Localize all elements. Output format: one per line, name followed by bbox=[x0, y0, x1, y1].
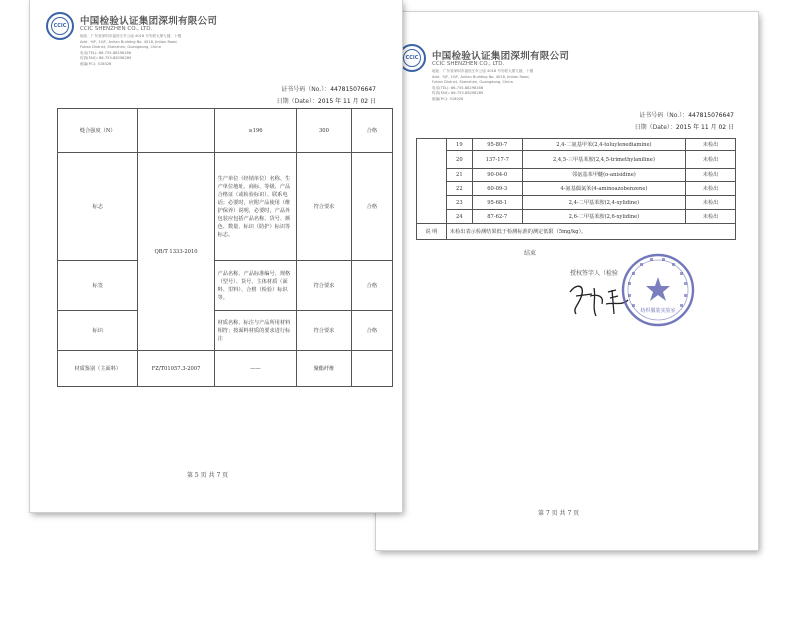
substance-cell: 4-氨基偶氮苯(4-aminoazobenzene) bbox=[522, 182, 686, 196]
result-cell: 符合要求 bbox=[297, 311, 351, 351]
result-cell: 未检出 bbox=[686, 182, 736, 196]
certificate-number-value: 447815076647 bbox=[330, 86, 376, 93]
ccic-logo-text: CCIC bbox=[403, 49, 421, 67]
company-name-cn: 中国检验认证集团深圳有限公司 bbox=[80, 16, 218, 27]
ccic-logo-text: CCIC bbox=[51, 17, 69, 35]
certificate-date-label: 日期（Date）： bbox=[276, 98, 318, 105]
method-cell: QB/T 1333-2010 bbox=[138, 153, 214, 351]
result-cell: 符合要求 bbox=[297, 153, 351, 261]
table-row bbox=[58, 261, 393, 311]
ccic-logo-icon bbox=[398, 44, 426, 72]
result-table-page7 bbox=[416, 138, 736, 240]
certificate-number-label: 证书号码（No.）： bbox=[639, 112, 689, 119]
cas-cell: 137-17-7 bbox=[472, 151, 522, 169]
cas-cell: 90-04-0 bbox=[472, 169, 522, 182]
requirement-cell: ≥196 bbox=[214, 109, 297, 153]
address-line: 邮编(P.C): 518026 bbox=[80, 61, 112, 66]
table-row bbox=[417, 210, 736, 224]
verdict-cell: 合格 bbox=[351, 261, 392, 311]
table-row bbox=[417, 139, 736, 151]
method-cell bbox=[138, 109, 214, 153]
address-line: 地址：广东省深圳市福田区车公庙 4018 号安联大厦九楼、十楼 bbox=[432, 69, 534, 73]
no-cell: 23 bbox=[446, 196, 472, 210]
table-row bbox=[58, 351, 393, 387]
official-seal bbox=[620, 252, 696, 328]
note-label-cell: 说 明 bbox=[417, 224, 447, 240]
seal-stamp-icon bbox=[620, 252, 696, 328]
result-cell: 300 bbox=[297, 109, 351, 153]
table-row bbox=[58, 311, 393, 351]
requirement-cell: 材质名称、标注与产品所用材料相符；按面料材质的要求进行标注 bbox=[214, 311, 297, 351]
table-row bbox=[58, 153, 393, 261]
no-cell: 20 bbox=[446, 151, 472, 169]
ccic-logo-icon bbox=[46, 12, 74, 40]
address-line: 电话(TEL): 86-755-88298186 bbox=[80, 50, 132, 55]
address-line: 传真(FAX): 86-755-88298289 bbox=[80, 56, 132, 60]
company-name-en: CCIC SHENZHEN CO., LTD. bbox=[432, 61, 505, 67]
address-line: Add：9/F, 10/F, Anlian Building No. 4018, Jintian Road, bbox=[80, 39, 178, 44]
verdict-cell bbox=[351, 351, 392, 387]
address-line: Add：9/F, 10/F, Anlian Building No. 4018, Jintian Road, bbox=[432, 74, 530, 79]
certificate-date-value: 2015 年 11 月 02 日 bbox=[675, 124, 734, 131]
company-address bbox=[80, 34, 181, 67]
table-row bbox=[417, 182, 736, 196]
verdict-cell: 合格 bbox=[351, 109, 392, 153]
address-line: Futian District, Shenzhen, Guangdong, China bbox=[80, 45, 161, 49]
item-cell: 标签 bbox=[58, 261, 138, 311]
method-cell: FZ/T01057.3-2007 bbox=[138, 351, 214, 387]
certificate-date bbox=[635, 122, 734, 131]
result-cell: 未检出 bbox=[686, 196, 736, 210]
seal-center-text: 纺织服装实验室 bbox=[640, 308, 676, 314]
cas-cell: 87-62-7 bbox=[472, 210, 522, 224]
address-line: 地址：广东省深圳市福田区车公庙 4018 号安联大厦九楼、十楼 bbox=[80, 34, 182, 38]
certificate-date-value: 2015 年 11 月 02 日 bbox=[317, 98, 376, 105]
item-cell: 标识 bbox=[58, 311, 138, 351]
blank-cell bbox=[417, 139, 447, 224]
result-cell: 聚酯纤维 bbox=[297, 351, 351, 387]
report-page-7 bbox=[376, 12, 758, 550]
requirement-cell: 产品名称、产品标准编号、规格（型号）、货号、主体材质（面料、里料）、合格（检验）标识等。 bbox=[214, 261, 297, 311]
item-cell: 标志 bbox=[58, 153, 138, 261]
page-footer: 第 7 页 共 7 页 bbox=[538, 510, 580, 517]
verdict-cell: 合格 bbox=[351, 311, 392, 351]
cas-cell: 60-09-3 bbox=[472, 182, 522, 196]
table-row bbox=[417, 196, 736, 210]
substance-cell: 2,6-二甲基苯胺(2,6-xylidine) bbox=[522, 210, 686, 224]
company-name-cn: 中国检验认证集团深圳有限公司 bbox=[432, 51, 570, 62]
certificate-date bbox=[277, 96, 376, 105]
result-cell: 未检出 bbox=[686, 210, 736, 224]
authorized-signatory-label: 授权签字人（检验 bbox=[570, 270, 619, 277]
report-page-5 bbox=[30, 0, 402, 512]
result-cell: 符合要求 bbox=[297, 261, 351, 311]
certificate-number bbox=[639, 110, 734, 119]
note-text-cell: 未检出表示检测结果低于检测标准的测定低限（5mg/kg）。 bbox=[446, 224, 735, 240]
substance-cell: 2,4,5-三甲基苯胺(2,4,5-trimethylaniline) bbox=[522, 151, 686, 169]
result-cell: 未检出 bbox=[686, 169, 736, 182]
no-cell: 22 bbox=[446, 182, 472, 196]
address-line: 邮编(P.C): 518026 bbox=[432, 96, 464, 101]
verdict-cell: 合格 bbox=[351, 153, 392, 261]
table-row bbox=[58, 109, 393, 153]
cas-cell: 95-80-7 bbox=[472, 139, 522, 151]
result-cell: 未检出 bbox=[686, 151, 736, 169]
no-cell: 19 bbox=[446, 139, 472, 151]
item-cell: 材质鉴别（主面料） bbox=[58, 351, 138, 387]
no-cell: 24 bbox=[446, 210, 472, 224]
address-line: 传真(FAX): 86-755-88298289 bbox=[432, 91, 484, 95]
requirement-cell: —— bbox=[214, 351, 297, 387]
certificate-number-value: 447815076647 bbox=[688, 112, 734, 119]
certificate-number bbox=[281, 84, 376, 93]
requirement-cell: 生产单位（经销单位）名称、生产单位地址、商标、等级、产品合格证（或检验标识）、联系电话；必要时，应附产品使用（维护保养）说明，必要时，产品外包装应包括产品名称、货号、颜色、数量、标识（防护）标识等标志。 bbox=[214, 153, 297, 261]
address-line: 电话(TEL): 86-755-88298186 bbox=[432, 85, 484, 90]
table-row bbox=[417, 169, 736, 182]
certificate-number-label: 证书号码（No.）： bbox=[281, 86, 331, 93]
address-line: Futian District, Shenzhen, Guangdong, China bbox=[432, 80, 513, 84]
item-cell: 缝合强度（N） bbox=[58, 109, 138, 153]
company-name-en: CCIC SHENZHEN CO., LTD. bbox=[80, 26, 153, 32]
cas-cell: 95-68-1 bbox=[472, 196, 522, 210]
substance-cell: 邻氨基苯甲醚(o-anisidine) bbox=[522, 169, 686, 182]
certificate-date-label: 日期（Date）： bbox=[634, 124, 676, 131]
substance-cell: 2,4-二氨基甲苯(2,4-toluylenediamine) bbox=[522, 139, 686, 151]
substance-cell: 2,4-二甲基苯胺(2,4-xylidine) bbox=[522, 196, 686, 210]
table-row bbox=[417, 224, 736, 240]
no-cell: 21 bbox=[446, 169, 472, 182]
page-footer: 第 5 页 共 7 页 bbox=[187, 472, 229, 479]
result-cell: 未检出 bbox=[686, 139, 736, 151]
company-address bbox=[432, 69, 533, 102]
end-marker: 结束 bbox=[524, 250, 537, 257]
table-row bbox=[417, 151, 736, 169]
result-table-page5 bbox=[57, 108, 393, 387]
